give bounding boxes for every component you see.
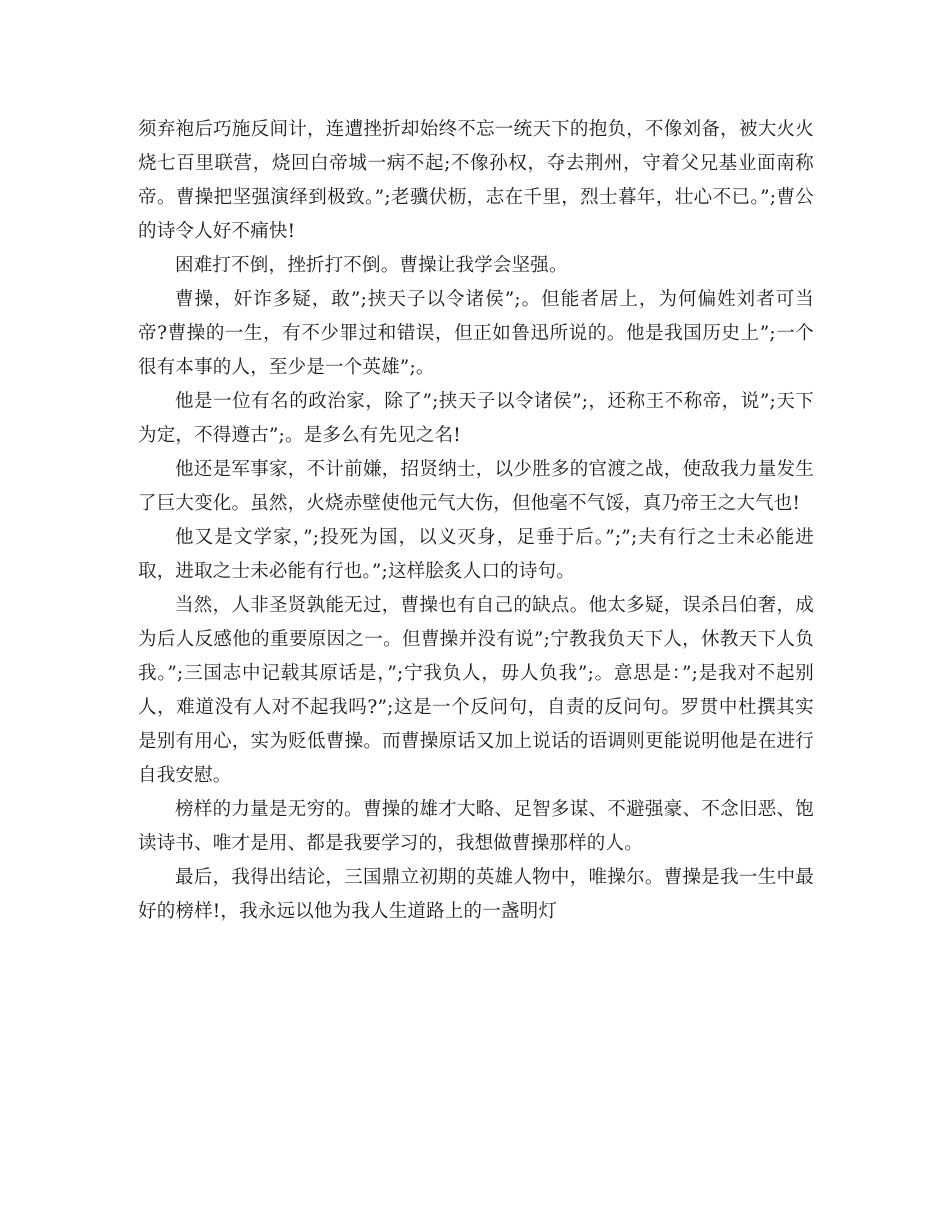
paragraph: 最后，我得出结论，三国鼎立初期的英雄人物中，唯操尔。曹操是我一生中最好的榜样!，我永远以他为我人生道路上的一盏明灯 xyxy=(138,867,814,922)
document-body xyxy=(138,113,814,929)
paragraph: 他又是文学家，”;投死为国，以义灭身，足垂于后。”;”;夫有行之士未必能进取，进取之士未必能有行也。”;这样脍炙人口的诗句。 xyxy=(138,527,814,582)
paragraph-continued: 须弃袍后巧施反间计，连遭挫折却始终不忘一统天下的抱负，不像刘备，被大火火烧七百里联营，烧回白帝城一病不起;不像孙权，夺去荆州，守着父兄基业面南称帝。曹操把坚强演绎到极致。”;老骥伏枥，志在千里，烈士暮年，壮心不已。”;曹公的诗令人好不痛快! xyxy=(138,119,814,242)
paragraph: 曹操，奸诈多疑，敢”;挟天子以令诸侯”;。但能者居上，为何偏姓刘者可当帝?曹操的一生，有不少罪过和错误，但正如鲁迅所说的。他是我国历史上”;一个很有本事的人，至少是一个英雄”;。 xyxy=(138,289,814,378)
paragraph: 困难打不倒，挫折打不倒。曹操让我学会坚强。 xyxy=(175,255,568,276)
paragraph: 当然，人非圣贤孰能无过，曹操也有自己的缺点。他太多疑，误杀吕伯奢，成为后人反感他的重要原因之一。但曹操并没有说”;宁教我负天下人，休教天下人负我。”;三国志中记载其原话是，”;宁我负人，毋人负我”;。意思是：”;是我对不起别人，难道没有人对不起我吗?”;这是一个反问句，自责的反问句。罗贯中杜撰其实是别有用心，实为贬低曹操。而曹操原话又加上说话的语调则更能说明他是在进行自我安慰。 xyxy=(138,595,814,786)
paragraph: 他还是军事家，不计前嫌，招贤纳士，以少胜多的官渡之战，使敌我力量发生了巨大变化。虽然，火烧赤壁使他元气大伤，但他毫不气馁，真乃帝王之大气也! xyxy=(138,459,814,514)
paragraph: 他是一位有名的政治家，除了”;挟天子以令诸侯”;，还称王不称帝，说”;天下为定，不得遵古”;。是多么有先见之名! xyxy=(138,391,814,446)
paragraph: 榜样的力量是无穷的。曹操的雄才大略、足智多谋、不避强豪、不念旧恶、饱读诗书、唯才是用、都是我要学习的，我想做曹操那样的人。 xyxy=(138,799,814,854)
